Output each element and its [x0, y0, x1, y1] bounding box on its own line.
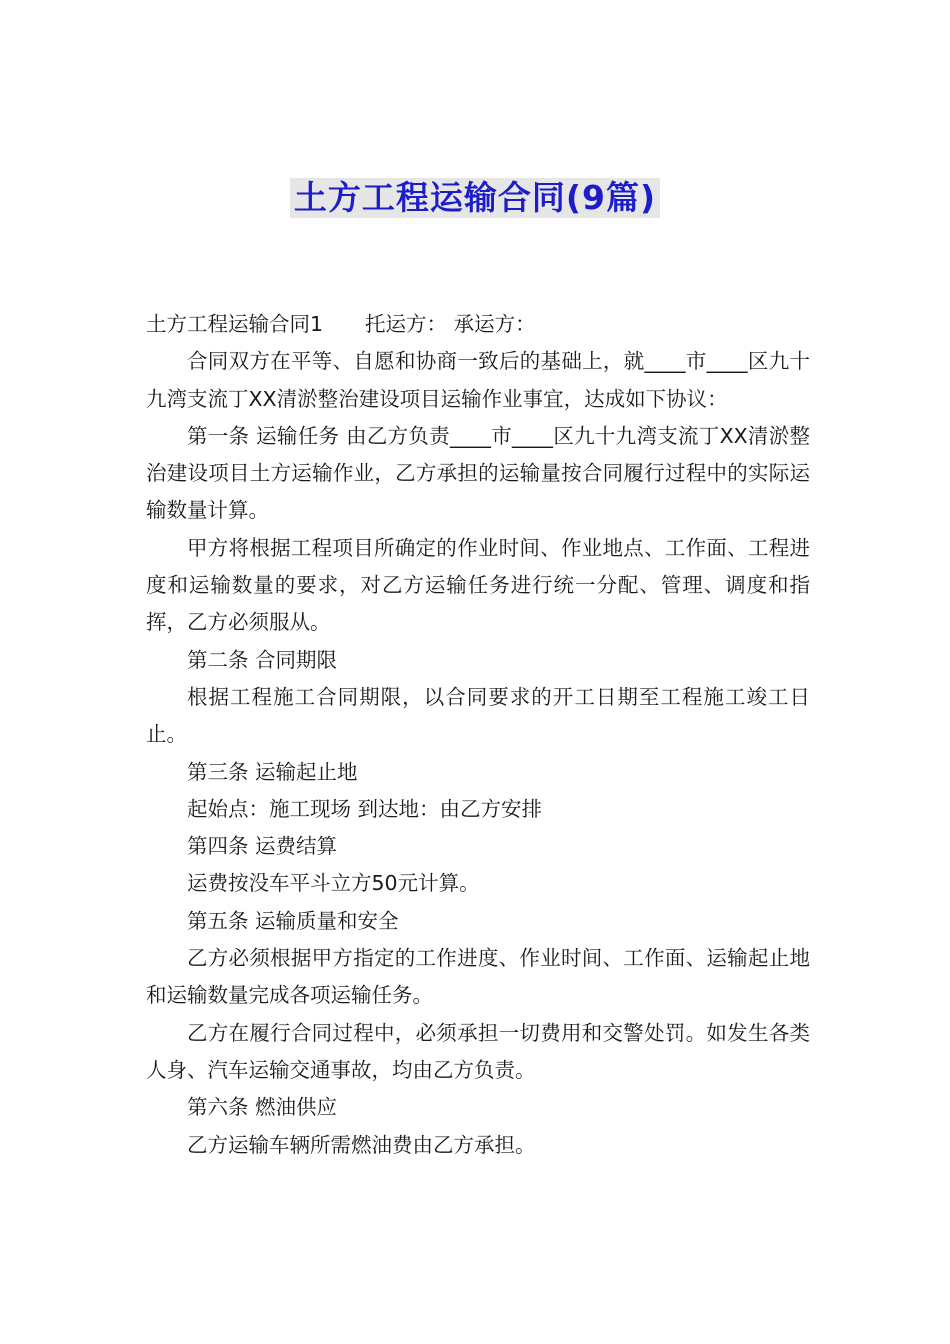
title-container	[0, 178, 950, 218]
article-heading: 第三条 运输起止地	[187, 759, 358, 784]
paragraph: 乙方在履行合同过程中，必须承担一切费用和交警处罚。如发生各类人身、汽车运输交通事故，均由乙方负责。	[146, 1020, 810, 1082]
paragraph: 运费按没车平斗立方50元计算。	[187, 871, 480, 896]
parties-label: 托运方： 承运方：	[365, 312, 536, 336]
paragraph: 合同双方在平等、自愿和协商一致后的基础上，就____市____区九十九湾支流丁XX清淤整治建设项目运输作业事宜，达成如下协议：	[146, 349, 810, 411]
document-body	[146, 306, 810, 1164]
article-heading: 第二条 合同期限	[187, 647, 338, 672]
paragraph: 第一条 运输任务 由乙方负责____市____区九十九湾支流丁XX清淤整治建设项目土方运输作业，乙方承担的运输量按合同履行过程中的实际运输数量计算。	[146, 423, 810, 523]
article-heading: 第六条 燃油供应	[187, 1095, 338, 1120]
paragraph: 起始点：施工现场 到达地：由乙方安排	[187, 796, 543, 821]
article-heading: 第四条 运费结算	[187, 834, 338, 859]
document-title: 土方工程运输合同(9篇)	[290, 178, 660, 218]
article-heading: 第五条 运输质量和安全	[187, 908, 399, 933]
contract-heading-line	[146, 306, 810, 343]
paragraph: 甲方将根据工程项目所确定的作业时间、作业地点、工作面、工程进度和运输数量的要求，对乙方运输任务进行统一分配、管理、调度和指挥，乙方必须服从。	[146, 535, 810, 635]
paragraph: 根据工程施工合同期限，以合同要求的开工日期至工程施工竣工日止。	[146, 684, 810, 747]
paragraph: 乙方运输车辆所需燃油费由乙方承担。	[187, 1132, 536, 1157]
paragraph: 乙方必须根据甲方指定的工作进度、作业时间、工作面、运输起止地和运输数量完成各项运输任务。	[146, 946, 810, 1008]
contract-number-heading: 土方工程运输合同1	[146, 312, 324, 336]
